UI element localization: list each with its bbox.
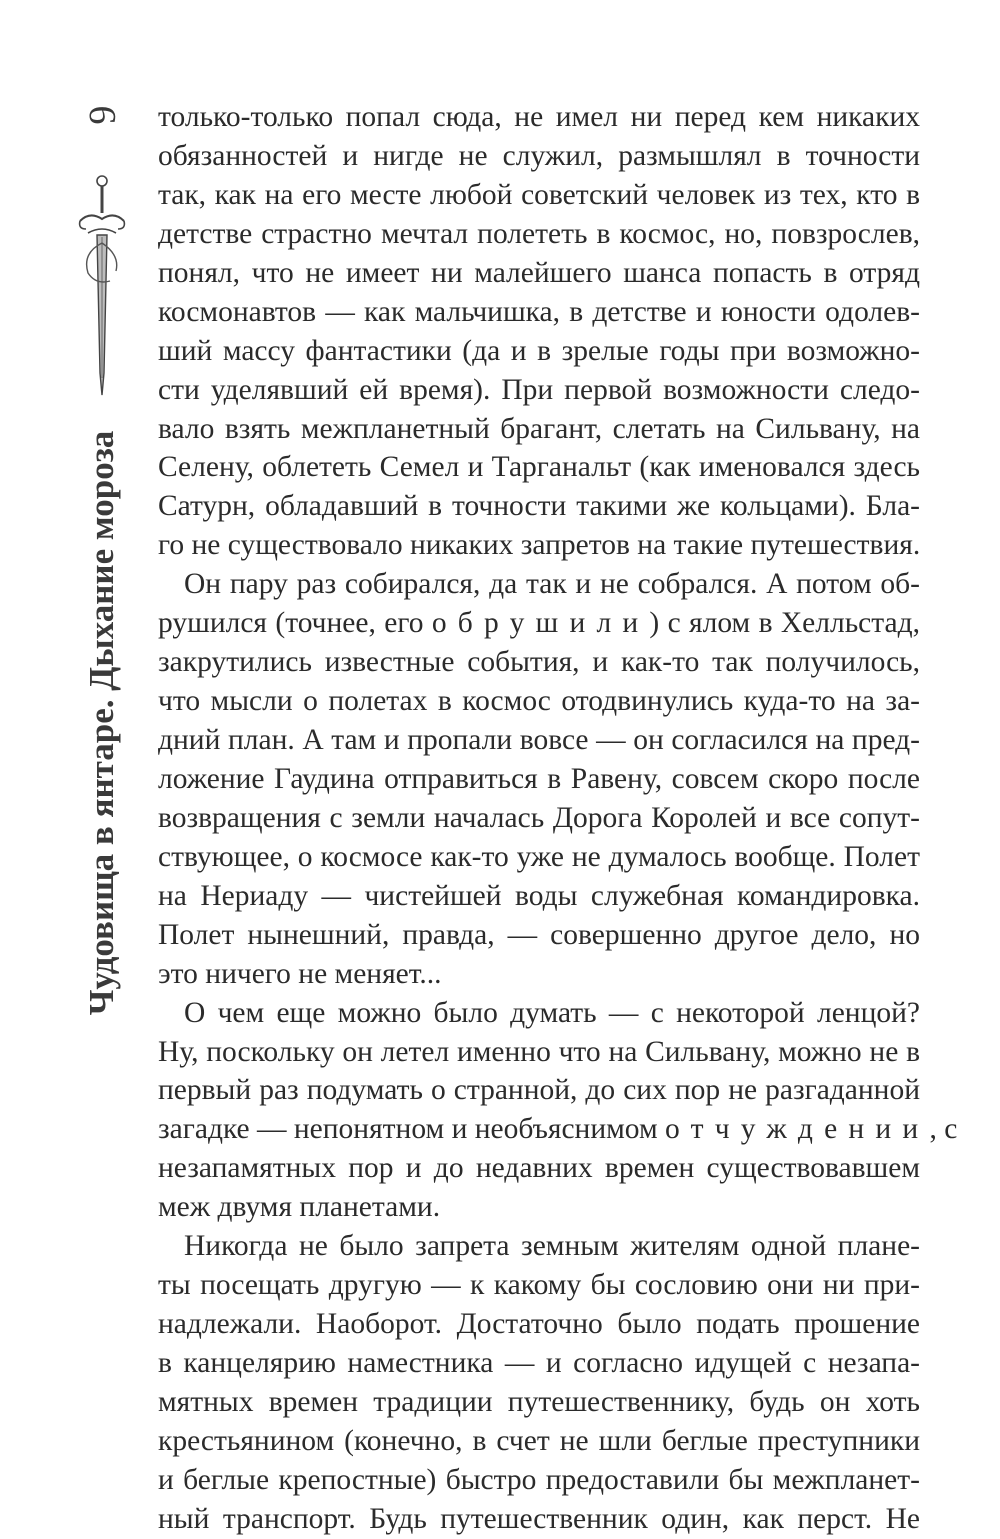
text-line: так, как на его месте любой советский человек из тех, кто в [158, 178, 920, 211]
text-line: понял, что не имеет ни малейшего шанса попасть в отряд [158, 256, 920, 289]
text-line: на Нериаду — чистейшей воды служебная командировка. [158, 879, 920, 912]
text-line: ствующее, о космосе как-то уже не думалось вообще. Полет [158, 840, 920, 873]
text-line: надлежали. Наоборот. Достаточно было подать прошение [158, 1308, 920, 1341]
text-line: ный транспорт. Будь путешественник один, как перст. Не [158, 1502, 920, 1535]
text-line: это ничего не меняет... [158, 957, 442, 990]
paragraph-start-line: Он пару раз собирался, да так и не собрался. А потом об- [184, 568, 920, 601]
text-line [158, 604, 920, 643]
emphasized-word: отчуждении [665, 1113, 930, 1146]
text-line: космонавтов — как мальчишка, в детстве и юности одолев- [158, 295, 920, 328]
text-line: крестьянином (конечно, в счет не шли беглые преступники [158, 1424, 920, 1457]
body-text [158, 98, 958, 1539]
text-line: Селену, облететь Семел и Тарганальт (как именовался здесь [158, 451, 920, 484]
text-line: возвращения с земли началась Дорога Королей и все сопут- [158, 801, 920, 834]
text-line: мятных времен традиции путешественнику, будь он хоть [158, 1385, 920, 1418]
text-line: Сатурн, обладавший в точности такими же кольцами). Бла- [158, 490, 920, 523]
text-run: , с [929, 1113, 958, 1146]
text-line: только-только попал сюда, не имел ни перед кем никаких [158, 101, 920, 133]
text-run: загадке — непонятном и необъяснимом [158, 1113, 666, 1146]
text-line: и беглые крепостные) быстро предоставили бы межпланет- [158, 1463, 920, 1496]
text-line: первый раз подумать о странной, до сих пор не разгаданной [158, 1074, 920, 1107]
text-line [158, 1110, 958, 1149]
page-number: 6 [81, 105, 123, 125]
text-line: сти уделявший ей время). При первой возможности следо- [158, 373, 920, 406]
text-line: в канцелярию наместника — и согласно идущей с незапа- [158, 1347, 920, 1379]
text-run: рушился (точнее, его [158, 607, 432, 640]
text-line: детстве страстно мечтал полететь в космос, но, повзрослев, [158, 217, 920, 250]
emphasized-word: обрушили [431, 607, 650, 640]
text-line: вало взять межпланетный брагант, слетать на Сильвану, на [158, 412, 920, 445]
text-line: Полет нынешний, правда, — совершенно другое дело, но [158, 918, 920, 951]
text-line: меж двумя планетами. [158, 1191, 441, 1224]
text-line: го не существовало никаких запретов на такие путешествия. [158, 529, 921, 562]
text-line: Ну, поскольку он летел именно что на Сильвану, можно не в [158, 1035, 920, 1068]
running-title: Чудовища в янтаре. Дыхание мороза [82, 430, 121, 1016]
text-line: дний план. А там и пропали вовсе — он согласился на пред- [158, 724, 920, 756]
text-line: закрутились известные события, и как-то так получилось, [158, 646, 920, 679]
text-line: незапамятных пор и до недавних времен существовавшем [158, 1152, 920, 1185]
text-line: обязанностей и нигде не служил, размышлял в точности [158, 139, 920, 172]
paragraph-start-line: Никогда не было запрета земным жителям одной плане- [184, 1230, 920, 1263]
dagger-ornament-icon [76, 173, 128, 403]
running-head [72, 95, 132, 1055]
text-line: ший массу фантастики (да и в зрелые годы при возможно- [158, 334, 920, 367]
text-run: ) с ялом в Хелльстад, [649, 607, 920, 640]
text-line: ты посещать другую — к какому бы сословию они ни при- [158, 1269, 920, 1302]
text-line: ложение Гаудина отправиться в Равену, совсем скоро после [158, 762, 920, 795]
text-line: что мысли о полетах в космос отодвинулись куда-то на за- [158, 685, 920, 718]
paragraph-start-line: О чем еще можно было думать — с некоторой ленцой? [184, 996, 920, 1029]
